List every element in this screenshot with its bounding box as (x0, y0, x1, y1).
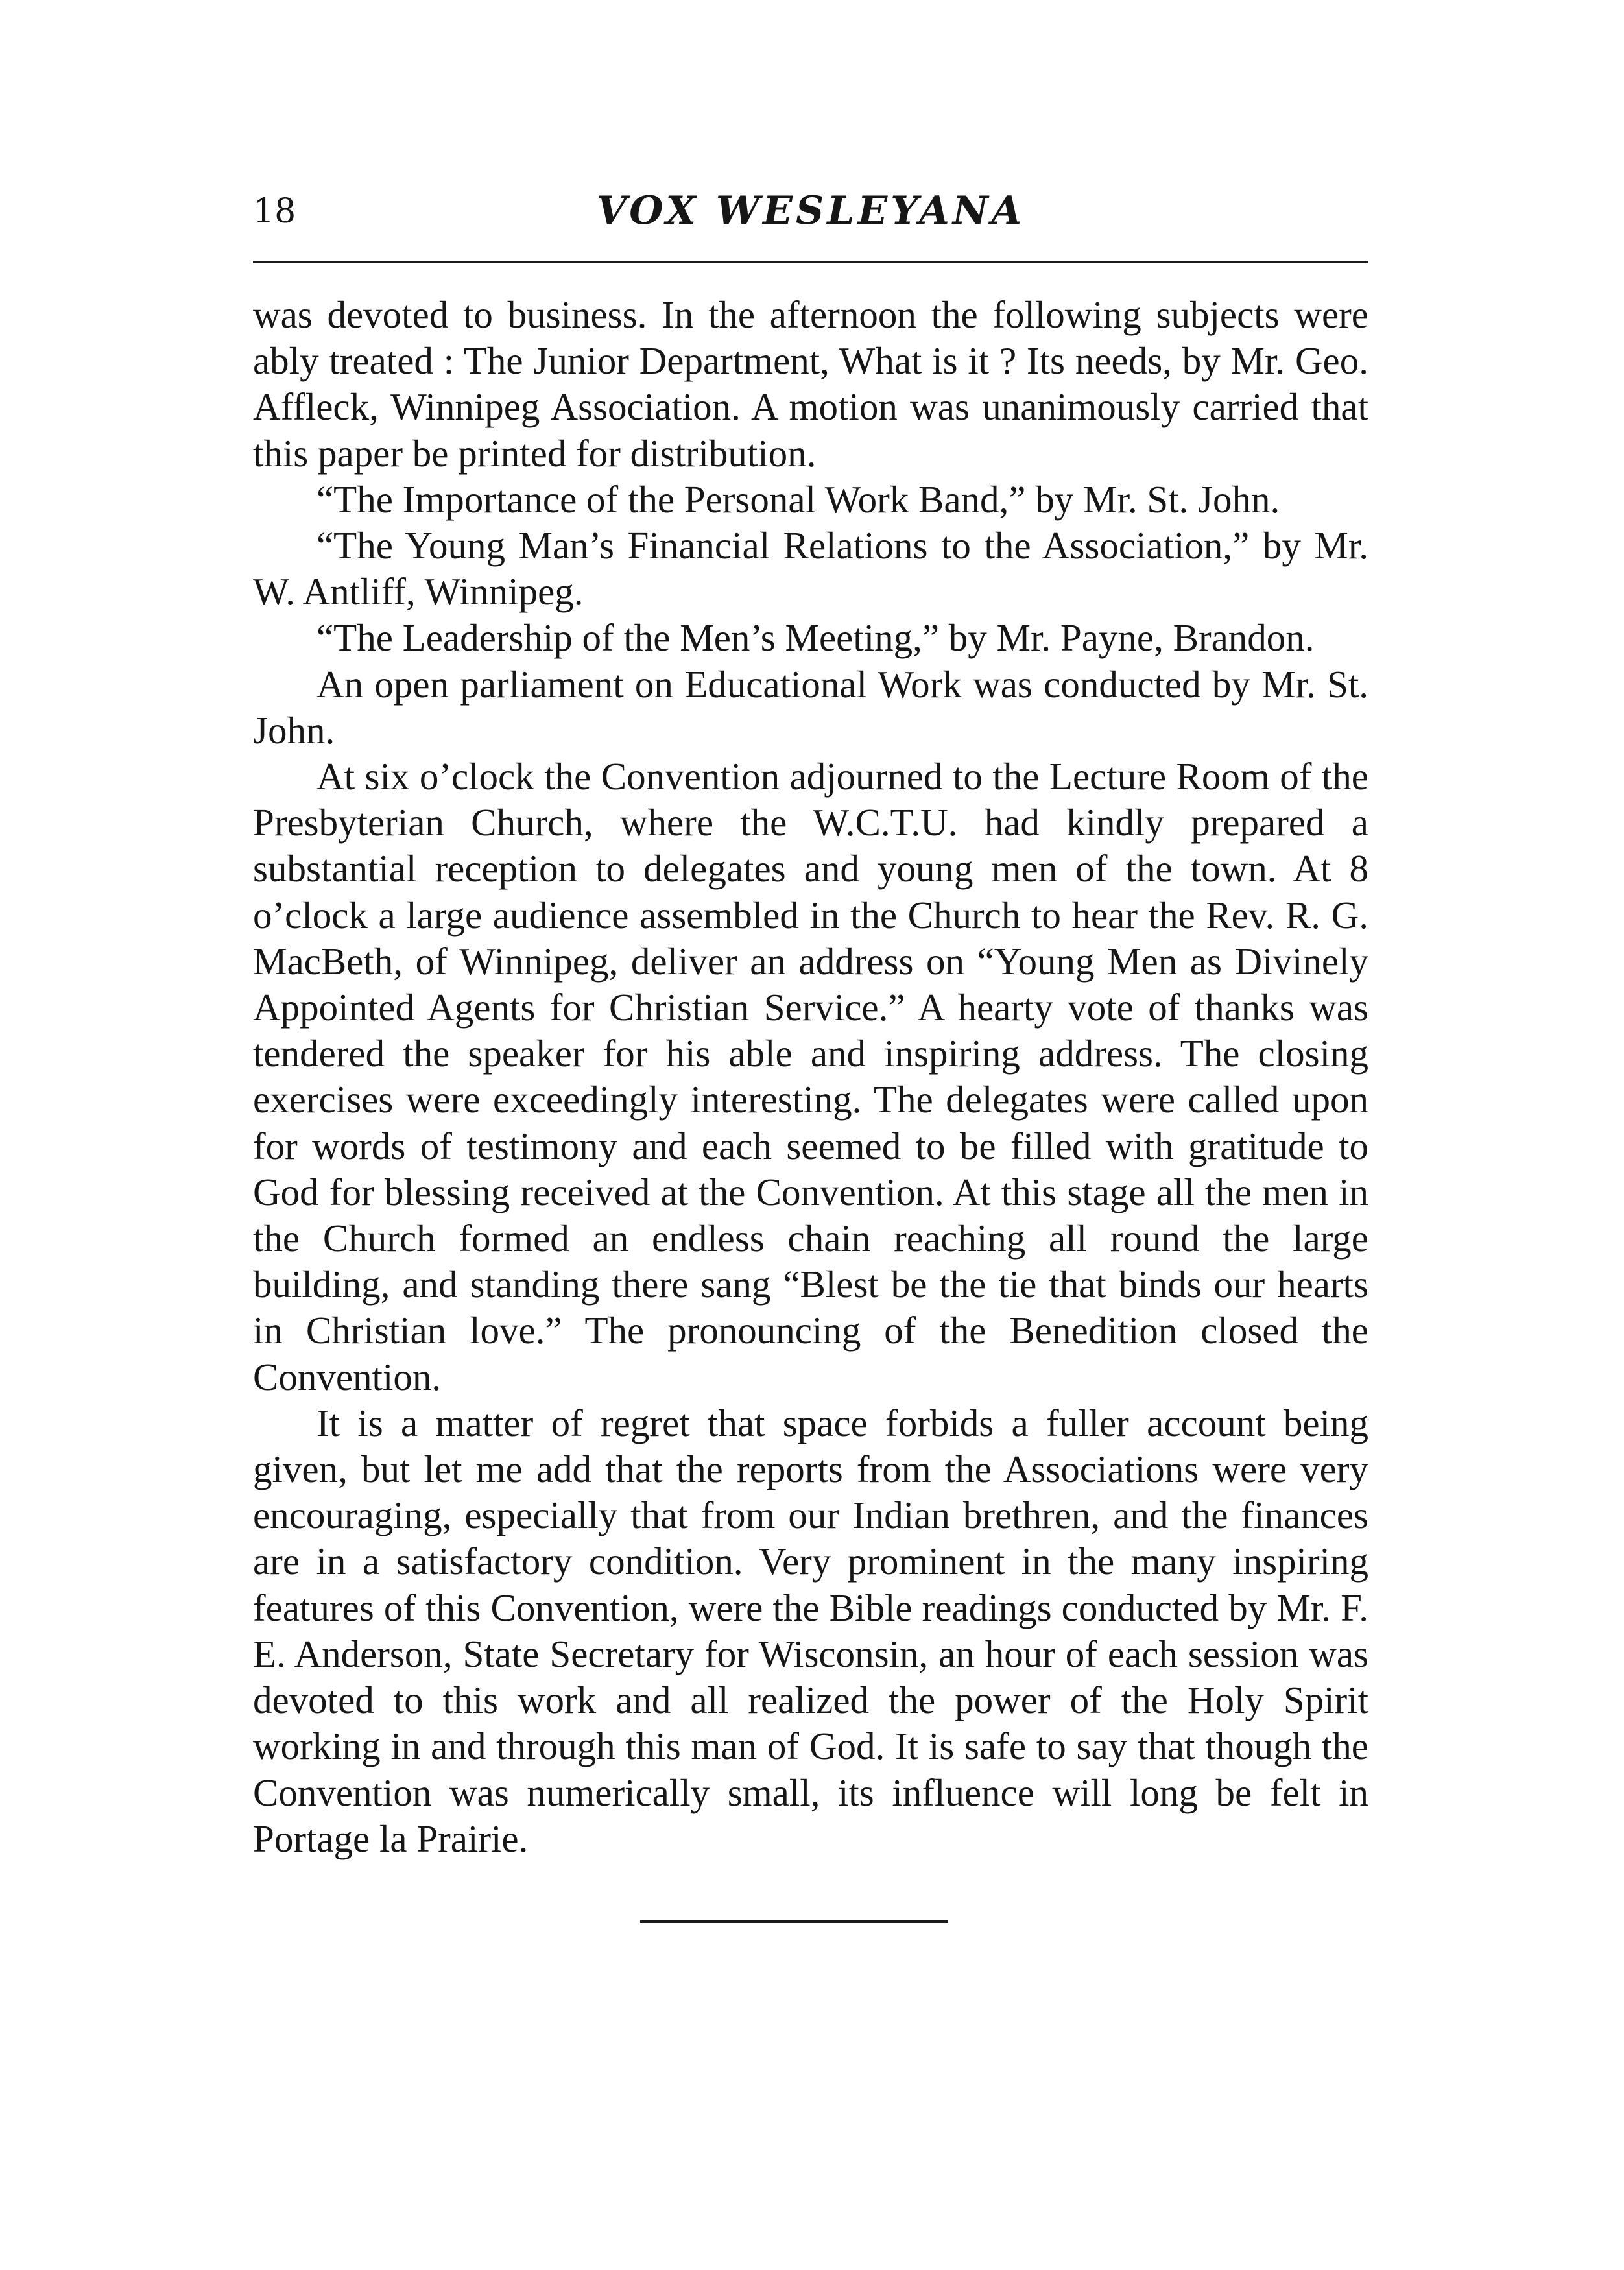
paragraph-open-parliament: An open parliament on Educational Work was conducted by Mr. St. John. (253, 662, 1368, 752)
paragraph-leadership: “The Leadership of the Men’s Meeting,” by Mr. Payne, Brandon. (316, 616, 1315, 660)
paragraph-personal-work: “The Importance of the Personal Work Band,” by Mr. St. John. (316, 477, 1280, 521)
paragraph-evening-session: At six o’clock the Convention adjourned to the Lecture Room of the Presbyterian Church, where the W.C.T.U. had kindly prepared a substantial reception to delegates and young men of the town. At 8 o’clock a large audience assembled in the Church to hear the Rev. R. G. MacBeth, of Winnipeg, deliver an address on “Young Men as Divinely Appointed Agents for Christian Service.” A hearty vote of thanks was tendered the speaker for his able and inspiring address. The closing exercises were exceedingly interesting. The delegates were called upon for words of testimony and each seemed to be filled with gratitude to God for blessing received at the Convention. At this stage all the men in the Church formed an endless chain reaching all round the large building, and standing there sang “Blest be the tie that binds our hearts in Christian love.” The pronouncing of the Benedition closed the Convention. (253, 755, 1368, 1398)
header-rule (253, 261, 1368, 263)
paragraph-financial-relations: “The Young Man’s Financial Relations to the Association,” by Mr. W. Antliff, Winnipeg. (253, 524, 1368, 614)
end-rule (640, 1920, 948, 1923)
page-header (253, 188, 1368, 250)
paragraph-business: was devoted to business. In the afternoon the following subjects were ably treated : The Junior Department, What is it ? Its needs, by Mr. Geo. Affleck, Winnipeg Association. A motion was unanimously carried that this paper be printed for distribution. (253, 293, 1368, 475)
running-head: VOX WESLEYANA (596, 188, 1025, 233)
article-body (253, 292, 1368, 1862)
page-number: 18 (253, 192, 296, 231)
paragraph-closing-remarks: It is a matter of regret that space forbids a fuller account being given, but let me add that the reports from the Associations were very encouraging, especially that from our Indian brethren, and the finances are in a satisfactory condition. Very prominent in the many inspiring features of this Convention, were the Bible readings conducted by Mr. F. E. Anderson, State Secretary for Wisconsin, an hour of each session was devoted to this work and all realized the power of the Holy Spirit working in and through this man of God. It is safe to say that though the Convention was numerically small, its influence will long be felt in Portage la Prairie. (253, 1401, 1368, 1860)
